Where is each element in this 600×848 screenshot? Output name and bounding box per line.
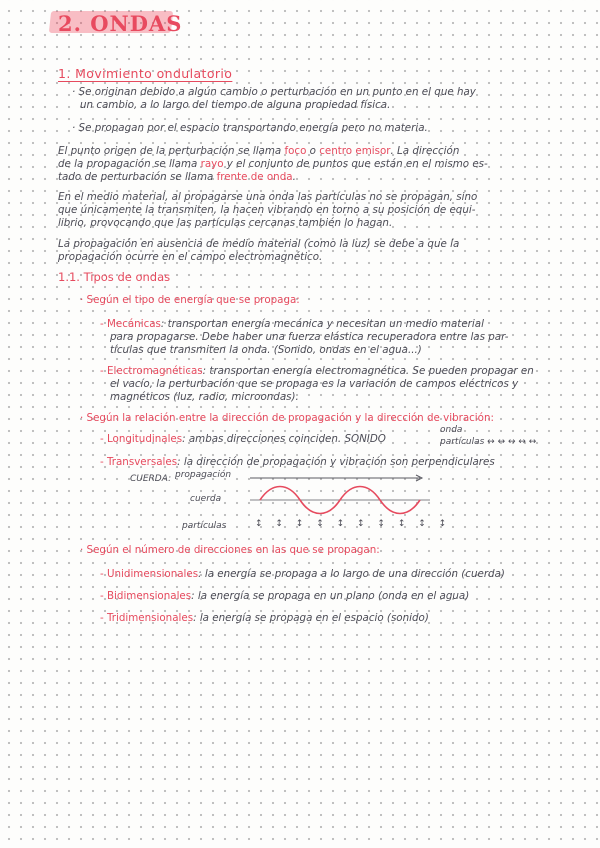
paragraph-line: para propagarse. Debe haber una fuerza elástica recuperadora entre las par-	[110, 331, 509, 343]
subsection-heading: 1.1. Tipos de ondas	[58, 270, 171, 284]
paragraph-line: librio, provocando que las partículas cercanas también lo hagan.	[58, 217, 393, 229]
paragraph-line: un cambio, a lo largo del tiempo de alguna propiedad física.	[80, 99, 391, 111]
paragraph-line: - Bidimensionales: la energía se propaga en un plano (onda en el agua)	[100, 590, 470, 602]
diagram-label: ↕ ↕ ↕ ↕ ↕ ↕ ↕ ↕ ↕ ↕	[255, 519, 452, 529]
paragraph-line: que únicamente la transmiten, la hacen vibrando en torno a su posición de equi-	[58, 204, 476, 216]
paragraph-line: - Tridimensionales: la energía se propaga en el espacio (sonido)	[100, 612, 429, 624]
bullet-heading: · Según el número de direcciones en las que se propagan:	[80, 544, 380, 556]
paragraph-line: La propagación en ausencia de medio material (como la luz) se debe a que la	[58, 238, 460, 250]
paragraph-line: - Transversales: la dirección de propagación y vibración son perpendiculares	[100, 456, 495, 468]
paragraph-line: de la propagación se llama rayo y el conjunto de puntos que están en el mismo es-	[58, 158, 488, 170]
diagram-label: onda	[440, 425, 463, 435]
paragraph-line: - Longitudinales: ambas direcciones coinciden. SONIDO	[100, 433, 386, 445]
diagram-label: CUERDA:	[130, 474, 172, 484]
paragraph-line: tículas que transmiten la onda. (Sonido, ondas en el agua...)	[110, 344, 422, 356]
section-heading: 1. Movimiento ondulatorio	[58, 66, 233, 81]
page-title: 2. ONDAS	[58, 11, 183, 36]
paragraph-line: magnéticos (luz, radio, microondas).	[110, 391, 299, 403]
paragraph-line: propagación ocurre en el campo electromagnético.	[58, 251, 323, 263]
paragraph-line: En el medio material, al propagarse una onda las partículas no se propagan, sino	[58, 191, 478, 203]
paragraph-line: - Electromagnéticas: transportan energía electromagnética. Se pueden propagar en	[100, 365, 534, 377]
paragraph-line: - Unidimensionales: la energía se propaga a lo largo de una dirección (cuerda)	[100, 568, 505, 580]
paragraph-line: · Se propagan por el espacio transportando energía pero no materia.	[72, 122, 428, 134]
bullet-heading: · Según la relación entre la dirección de propagación y la dirección de vibración:	[80, 412, 494, 424]
paragraph-line: · Se originan debido a algún cambio o perturbación en un punto en el que hay	[72, 86, 476, 98]
diagram-label: cuerda	[190, 494, 222, 504]
paragraph-line: - Mecánicas: transportan energía mecánica y necesitan un medio material	[100, 318, 484, 330]
paragraph-line: tado de perturbación se llama frente de onda.	[58, 171, 296, 183]
transverse-wave-diagram	[230, 470, 440, 518]
diagram-label: propagación	[175, 470, 232, 480]
diagram-label: partículas ↔ ↔ ↔ ↔ ↔	[440, 437, 537, 447]
diagram-label: partículas	[182, 521, 227, 531]
bullet-heading: · Según el tipo de energía que se propaga:	[80, 294, 300, 306]
paragraph-line: el vacío, la perturbación que se propaga es la variación de campos eléctricos y	[110, 378, 519, 390]
paragraph-line: El punto origen de la perturbación se llama foco o centro emisor. La dirección	[58, 145, 460, 157]
